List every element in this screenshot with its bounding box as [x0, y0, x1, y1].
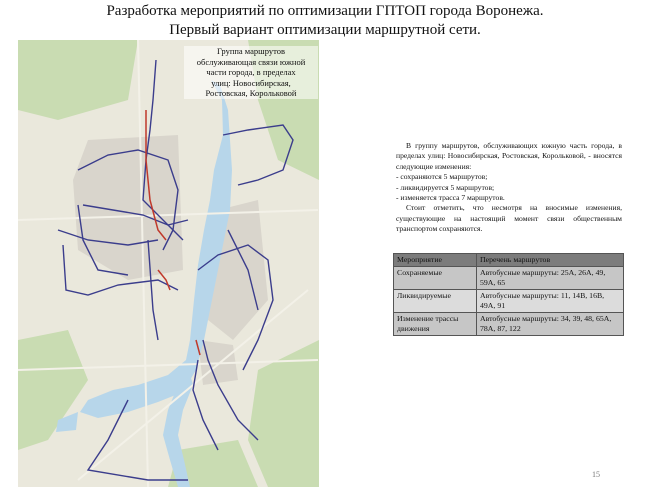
slide-title-line-2: Первый вариант оптимизации маршрутной сети. — [169, 22, 481, 38]
map-caption-line: Ростовская, Корольковой — [205, 88, 297, 98]
forest-area — [18, 40, 138, 120]
route-map — [18, 40, 319, 487]
description-note: Стоит отметить, что несмотря на вносимые изменения, существующие на настоящий момент связи общественным транспортом сохраняются. — [396, 203, 622, 234]
map-caption-line: части города, в пределах — [206, 67, 296, 77]
table-header-cell: Мероприятие — [394, 254, 477, 267]
table-cell: Ликвидируемые — [394, 290, 477, 313]
forest-area — [18, 330, 88, 450]
slide-title-line-1: Разработка мероприятий по оптимизации ГПТОП города Воронежа. — [106, 3, 544, 19]
description-item: - сохраняются 5 маршрутов; — [396, 172, 488, 182]
table-row — [394, 290, 624, 313]
map-caption-line: улиц: Новосибирская, — [211, 77, 291, 88]
map-caption-line: Группа маршрутов — [217, 46, 285, 56]
table-cell: Изменение трассы движения — [394, 313, 477, 336]
table-header-row — [394, 254, 624, 267]
description-item: - ликвидируется 5 маршрутов; — [396, 182, 495, 192]
table-row — [394, 267, 624, 290]
table-cell: Автобусные маршруты: 25А, 26А, 49, 59А, 65 — [477, 267, 624, 290]
table-cell: Автобусные маршруты: 34, 39, 48, 65А, 78А, 87, 122 — [477, 313, 624, 336]
table-row — [394, 313, 624, 336]
table-header-cell: Перечень маршрутов — [477, 254, 624, 267]
table-cell: Сохраняемые — [394, 267, 477, 290]
map-caption — [184, 46, 318, 99]
routes-table — [393, 253, 624, 336]
description-intro: В группу маршрутов, обслуживающих южную часть города, в пределах улиц: Новосибирская, Ростовская, Корольковой, - вносятся следующие изменения: — [396, 141, 622, 171]
map-caption-line: обслуживающая связи южной — [196, 56, 306, 67]
urban-area — [73, 135, 183, 280]
description-text — [396, 141, 622, 235]
route-map-drawing — [18, 40, 319, 487]
slide-title — [0, 2, 650, 40]
table-cell: Автобусные маршруты: 11, 14В, 16В, 49А, 91 — [477, 290, 624, 313]
description-item: - изменяется трасса 7 маршрутов. — [396, 193, 505, 203]
page-number: 15 — [592, 470, 600, 479]
